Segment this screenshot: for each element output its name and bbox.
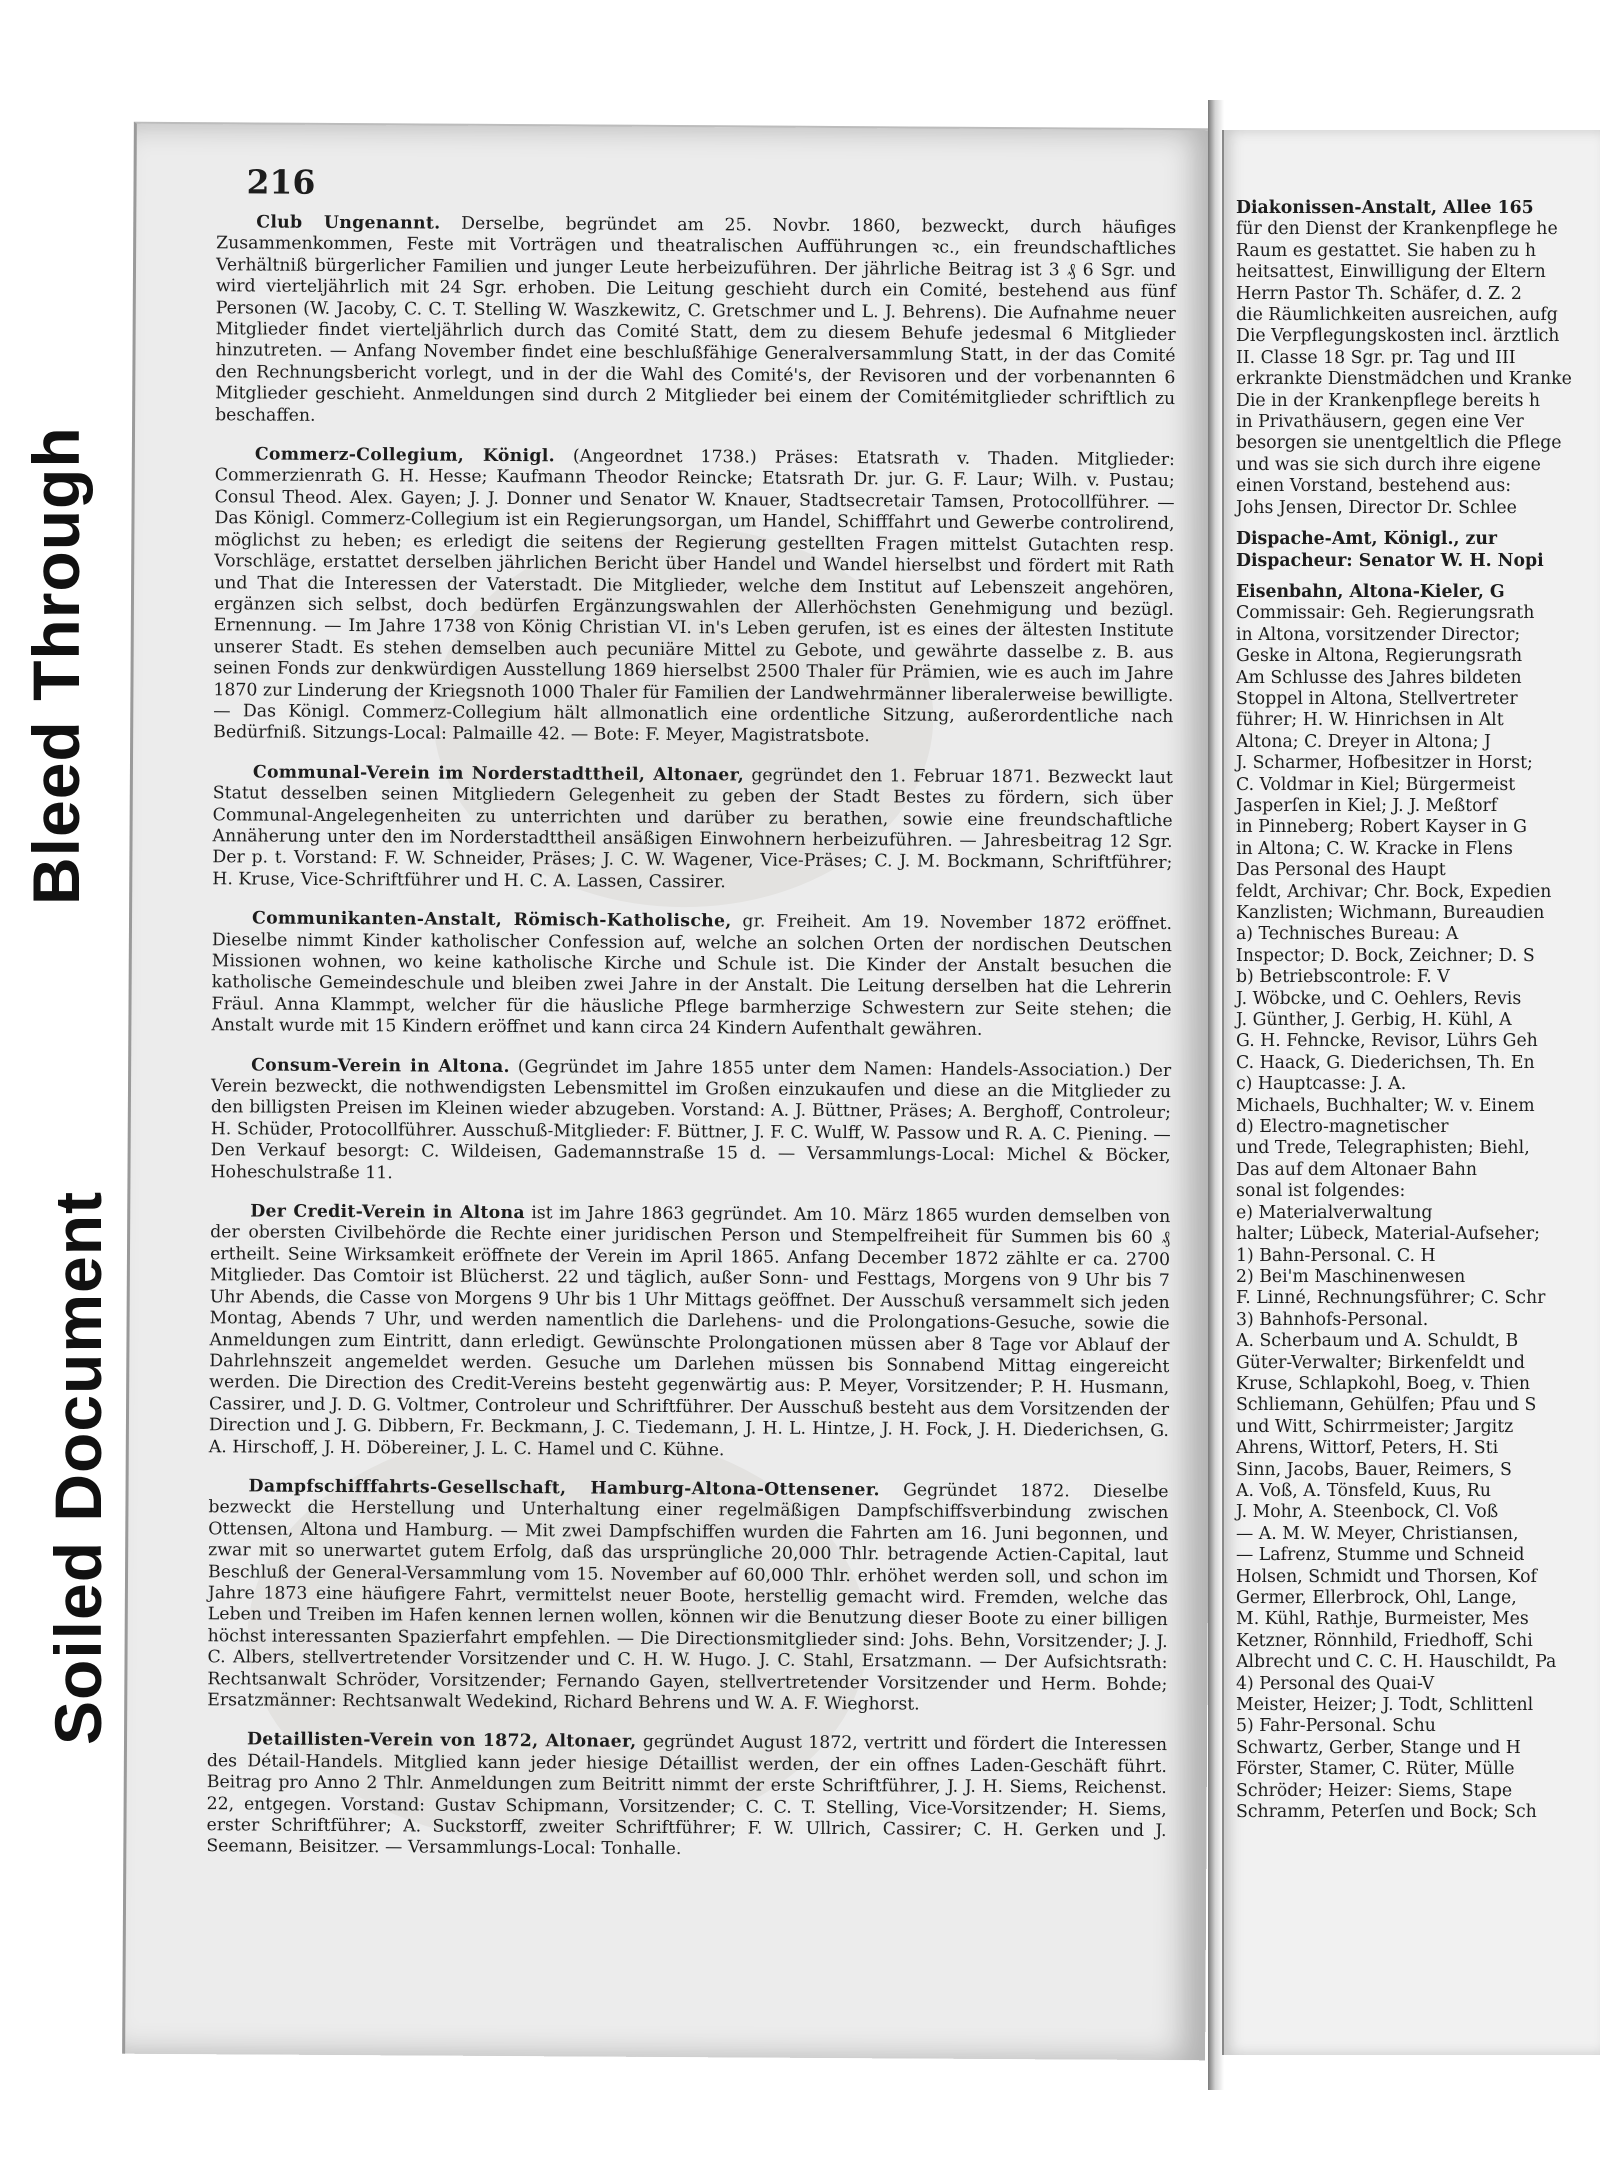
entry-detaillisten-verein (206, 1730, 1167, 1864)
right-page-line: Germer, Ellerbrock, Ohl, Lange, (1236, 1588, 1517, 1608)
entry-communal-verein (212, 762, 1173, 896)
right-page-line: 5) Fahr-Personal. Schu (1236, 1716, 1436, 1737)
entry-club-ungenannt (215, 212, 1176, 432)
right-page-line: Inspector; D. Bock, Zeichner; D. S (1236, 945, 1535, 966)
right-page-line: Michaels, Buchhalter; W. v. Einem (1236, 1095, 1535, 1116)
right-page-line: Jasperſen in Kiel; J. J. Meßtorf (1236, 795, 1498, 816)
entry-heading: Dampfschifffahrts-Gesellschaft, Hamburg-Altona-Ottensener. (248, 1476, 880, 1501)
right-page-line: Ahrens, Wittorf, Peters, H. Sti (1236, 1438, 1499, 1459)
right-page-line: II. Classe 18 Sgr. pr. Tag und III (1236, 347, 1516, 368)
entry-heading: Communikanten-Anstalt, Römisch-Katholische, (251, 908, 732, 932)
right-page-line: a) Technisches Bureau: A (1236, 924, 1459, 945)
entry-heading: Commerz-Collegium, Königl. (254, 444, 556, 467)
page-number: 216 (246, 162, 316, 202)
right-page-line: Dispache-Amt, Königl., zur (1236, 529, 1497, 550)
entry-consum-verein (210, 1055, 1171, 1189)
entry-heading: Communal-Verein im Norderstadttheil, Altonaer, (252, 762, 745, 786)
entry-heading: Detaillisten-Verein von 1872, Altonaer, (246, 1729, 637, 1753)
right-page-line: Das Personal des Haupt (1236, 860, 1446, 881)
right-page-line: in Altona; C. W. Kracke in Flens (1236, 838, 1513, 859)
right-page-line: — A. M. W. Meyer, Christiansen, (1236, 1523, 1519, 1544)
right-page-line: — Lafrenz, Stumme und Schneid (1236, 1545, 1525, 1566)
right-page-line: c) Hauptcasse: J. A. (1236, 1074, 1407, 1095)
right-page-line: J. Scharmer, Hofbesitzer in Horst; (1236, 753, 1533, 774)
right-page-line: Kanzlisten; Wichmann, Bureaudien (1236, 903, 1545, 923)
right-page-line: e) Materialverwaltung (1236, 1202, 1433, 1223)
entry-text: (Gegründet im Jahre 1855 unter dem Namen: Handels-Association.) Der Verein bezweckt, die nothwendigsten Lebensmittel im Großen einzukaufen und diese an die Mitglieder zu den billigsten Preisen im Kleinen wieder abzugeben. Vorstand: A. J. Büttner, Präses; A. Berghoff, Controleur; H. Schüder, Protocollführer. Ausschuß-Mitglieder: F. Büttner, J. F. C. Wulff, W. Passow und R. A. C. Piening. — Den Verkauf besorgt: C. Wildeisen, Gademannstraße 15 d. — Versammlungs-Local: Michel & Böcker, Hoheschulstraße 11. (210, 1056, 1172, 1183)
entry-text: Gegründet 1872. Dieselbe bezweckt die Herstellung und Unterhaltung einer regelmäßigen Dampfschiffsverbindung zwischen Ottensen, Altona und Hamburg. — Mit zwei Dampfschiffen wurden die Fahrten am 16. Juni begonnen, und zwar mit so unerwartet gutem Erfolg, daß das ursprüngliche 20,000 Thlr. betragende Actien-Capital, laut Beschluß der General-Versammlung vom 15. November auf 60,000 Thlr. erhöhet werden soll, und schon im Jahre 1873 eine häufigere Fahrt, vermittelst neuer Boote, herstellig gemacht wird. Fremden, welche das Leben und Treiben im Hafen kennen lernen wollen, können wir die Benutzung dieser Boote zu einer billigen höchst interessanten Spazierfahrt empfehlen. — Die Directionsmitglieder sind: Johs. Behn, Vorsitzender; J. J. C. Albers, stellvertretender Vorsitzender und C. H. W. Hugo. J. C. Stahl, Ersatzmann. — Der Aufsichtsrath: Rechtsanwalt Schröder, Vorsitzender; Fernando Gayen, stellvertretender Vorsitzender und Herm. Bohde; Ersatzmänner: Rechtsanwalt Wedekind, Richard Behrens und W. A. F. Wieghorst. (207, 1480, 1169, 1715)
entry-heading: Consum-Verein in Altona. (251, 1055, 510, 1077)
entry-heading: Club Ungenannt. (256, 212, 441, 234)
right-page-line: Johs Jensen, Director Dr. Schlee (1236, 497, 1517, 518)
right-page-line: und was sie sich durch ihre eigene (1236, 454, 1541, 475)
right-page-line: Holsen, Schmidt und Thorsen, Kof (1236, 1566, 1537, 1587)
right-page-line: führer; H. W. Hinrichsen in Alt (1236, 710, 1504, 731)
bleed-through-label: Bleed Through (19, 426, 93, 905)
right-page-line: M. Kühl, Rathje, Burmeister, Mes (1236, 1609, 1529, 1630)
right-page-line: Raum es gestattet. Sie haben zu h (1236, 240, 1537, 261)
entry-text: Derselbe, begründet am 25. Novbr. 1860, bezweckt, durch häufiges Zusammenkommen, Feste mit Vorträgen und theatralischen Aufführungen ꝛc., ein freundschaftliches Verhältniß bürgerlicher Familien und junger Leute herbeizuführen. Der jährliche Beitrag ist 3 ₰ 6 Sgr. und wird vierteljährlich mit 24 Sgr. erhoben. Die Leitung geschieht durch ein Comité, bestehend aus fünf Personen (W. Jacoby, C. C. T. Stelling W. Waszkewitz, C. Gretschmer und L. J. Behrens). Die Aufnahme neuer Mitglieder findet vierteljährlich durch das Comité Statt, dem zu diesem Behufe jedesmal 6 Mitglieder hinzutreten. — Anfang November findet eine beschlußfähige Generalversammlung Statt, in der das Comité den Rechnungsbericht vorlegt, und in der die Wahl des Comité's, der Revisoren und der vorbenannten 6 Mitglieder geschieht. Anmeldungen sind durch 2 Mitglieder bei einem der Comitémitglieder schriftlich zu beschaffen. (215, 213, 1177, 426)
right-page-line: erkrankte Dienstmädchen und Kranke (1236, 369, 1572, 390)
right-page-line: 3) Bahnhofs-Personal. (1236, 1309, 1429, 1330)
right-page-line: Güter-Verwalter; Birkenfeldt und (1236, 1352, 1525, 1373)
right-page-line: A. Voß, A. Tönsfeld, Kuus, Ru (1236, 1480, 1492, 1501)
left-page-content (206, 212, 1176, 1882)
right-page-line: feldt, Archivar; Chr. Bock, Expedien (1236, 881, 1552, 902)
right-page-line: Die Verpflegungskosten incl. ärztlich (1236, 326, 1560, 347)
entry-text: gr. Freiheit. Am 19. November 1872 eröffnet. Dieselbe nimmt Kinder katholischer Confession auf, welche an solchen Orten der nordischen Deutschen Missionen wohnen, wo keine katholische Kirche und Schule ist. Die Kinder der Anstalt besuchen die katholische Gemeindeschule und bleiben zwei Jahre in der Anstalt. Die Leitung derselben hat die Lehrerin Fräul. Anna Klammpt, welcher für die häusliche Pflege barmherzige Schwestern zur Seite stehen; die Anstalt wurde mit 15 Kindern eröffnet und kann circa 24 Kindern Aufenthalt gewähren. (211, 911, 1173, 1041)
right-page-line: 2) Bei'm Maschinenwesen (1236, 1266, 1466, 1287)
right-page-line: heitsattest, Einwilligung der Eltern (1236, 262, 1546, 283)
entry-commerz-collegium (213, 444, 1175, 750)
right-page-line: J. Wöbcke, und C. Oehlers, Revis (1236, 988, 1522, 1009)
right-page-content (1236, 198, 1600, 1823)
right-page-line: und Trede, Telegraphisten; Biehl, (1236, 1138, 1530, 1159)
right-page-line: in Altona, vorsitzender Director; (1236, 624, 1521, 645)
right-page-line: einen Vorstand, bestehend aus: (1236, 476, 1512, 497)
entry-credit-verein (209, 1201, 1171, 1464)
right-page-line: sonal ist folgendes: (1236, 1181, 1406, 1202)
right-page-line: in Pinneberg; Robert Kayser in G (1236, 817, 1527, 838)
right-page-line: Das auf dem Altonaer Bahn (1236, 1159, 1478, 1180)
right-page-line: Ketzner, Rönnhild, Friedhoff, Schi (1236, 1630, 1533, 1651)
right-page-line: Commissair: Geh. Regierungsrath (1236, 603, 1535, 624)
right-page-line: Schröder; Heizer: Siems, Stape (1236, 1780, 1513, 1801)
right-page-line: Herrn Pastor Th. Schäfer, d. Z. 2 (1236, 283, 1522, 304)
entry-text: (Angeordnet 1738.) Präses: Etatsrath v. Thaden. Mitglieder: Commerzienrath G. H. Hesse; Kaufmann Theodor Reincke; Etatsrath Dr. jur. G. F. Laur; Wilh. v. Pustau; Consul Theod. Alex. Gayen; J. J. Donner und Senator W. Knauer, Stadtsecretair Tamsen, Protocollführer. — Das Königl. Commerz-Collegium ist ein Regierungsorgan, um Handel, Schifffahrt und Gewerbe controlirend, möglichst zu heben; es erledigt die seitens der Regierung gestellten Fragen mittelst Gutachten resp. Vorschläge, erstattet derselben jährlichen Bericht über Handel und Wandel hierselbst und fördert mit Rath und That die Interessen der Vaterstadt. Die Mitglieder, welche dem Institut auf Lebenszeit angehören, ergänzen sich selbst, doch bedürfen Ergänzungswahlen der Allerhöchsten Genehmigung und bezügl. Ernennung. — Im Jahre 1738 von König Christian VI. in's Leben gerufen, ist es eines der ältesten Institute unserer Stadt. Es stehen demselben auch pecuniäre Mittel zu Gebote, und gewährte dasselbe z. B. aus seinen Fonds zur denkwürdigen Ausstellung 1869 hierselbst 2500 Thaler für Prämien, wie es auch im Jahre 1870 zur Linderung der Kriegsnoth 1000 Thaler für Familien der Landwehrmänner liberalerweise bewilligte. — Das Königl. Commerz-Collegium hält allmonatlich eine ordentliche Sitzung, außerordentliche nach Bedürfniß. Sitzungs-Local: Palmaille 42. — Bote: F. Meyer, Magistratsbote. (213, 446, 1175, 747)
right-page-line: J. Günther, J. Gerbig, H. Kühl, A (1236, 1010, 1512, 1031)
right-page-line: C. Voldmar in Kiel; Bürgermeist (1236, 774, 1516, 795)
right-page-line: F. Linné, Rechnungsführer; C. Schr (1236, 1288, 1546, 1309)
left-page (122, 122, 1217, 2061)
right-page-line: C. Haack, G. Diederichsen, Th. En (1236, 1052, 1535, 1073)
entry-heading: Der Credit-Verein in Altona (250, 1201, 525, 1224)
right-page-line: Schramm, Peterſen und Bock; Sch (1236, 1802, 1537, 1823)
right-page-line: 1) Bahn-Personal. C. H (1236, 1245, 1436, 1266)
entry-text: gegründet August 1872, vertritt und fördert die Interessen des Détail-Handels. Mitglied kann jeder hiesige Détaillist werden, der ein offnes Laden-Geschäft führt. Beitrag pro Anno 2 Thlr. Anmeldungen zum Beitritt nimmt der erste Schriftführer, J. J. H. Siems, Reichenst. 22, entgegen. Vorstand: Gustav Schipmann, Vorsitzender; C. C. T. Stelling, Vice-Vorsitzender; H. Siems, erster Schriftführer; A. Suckstorff, zweiter Schriftführer; F. W. Ullrich, Cassirer; C. H. Gerken und J. Seemann, Beisitzer. — Versammlungs-Local: Tonhalle. (206, 1732, 1168, 1860)
right-page-line: A. Scherbaum und A. Schuldt, B (1236, 1331, 1519, 1352)
line-spacer (1236, 572, 1600, 582)
right-page-line: und Witt, Schirrmeister; Jargitz (1236, 1416, 1514, 1437)
right-page-line: Die in der Krankenpflege bereits h (1236, 390, 1541, 411)
right-page-line: Dispacheur: Senator W. H. Nopi (1236, 550, 1544, 571)
right-page-line: für den Dienst der Krankenpflege he (1236, 219, 1558, 240)
right-page-line: Geske in Altona, Regierungsrath (1236, 646, 1523, 667)
soiled-document-label: Soiled Document (41, 1190, 115, 1745)
right-page-line: Förster, Stamer, C. Rüter, Mülle (1236, 1759, 1515, 1780)
right-page-line: J. Mohr, A. Steenbock, Cl. Voß (1236, 1502, 1499, 1523)
right-page-line: Stoppel in Altona, Stellvertreter (1236, 688, 1518, 709)
right-page-line: Meister, Heizer; J. Todt, Schlittenl (1236, 1695, 1534, 1716)
right-page-line: Eisenbahn, Altona-Kieler, G (1236, 581, 1505, 602)
entry-text: gegründet den 1. Februar 1871. Bezweckt laut Statut desselben seinen Mitgliedern Gelegenheit zu geben der Stadt Bestes zu fördern, sich über Communal-Angelegenheiten zu unterrichten und darüber zu berathen, sowie eine freundschaftliche Annäherung unter den im Norderstadttheil ansäßigen Einwohnern herbeizuführen. — Jahresbeitrag 12 Sgr. Der p. t. Vorstand: F. W. Schneider, Präses; J. C. W. Wagener, Vice-Präses; C. J. M. Bockmann, Schriftführer; H. Kruse, Vice-Schriftführer und H. C. A. Lassen, Cassirer. (212, 765, 1173, 893)
right-page-line: Sinn, Jacobs, Bauer, Reimers, S (1236, 1459, 1512, 1480)
entry-communikanten-anstalt (211, 908, 1172, 1042)
right-page-line: Kruse, Schlapkohl, Boeg, v. Thien (1236, 1373, 1531, 1394)
right-page-line: G. H. Fehncke, Revisor, Lührs Geh (1236, 1031, 1538, 1052)
right-page-line: Altona; C. Dreyer in Altona; J (1236, 731, 1491, 752)
right-page-line: besorgen sie unentgeltlich die Pflege (1236, 433, 1562, 454)
right-page-line: b) Betriebscontrole: F. V (1236, 967, 1450, 988)
right-page-line: die Räumlichkeiten ausreichen, aufg (1236, 305, 1558, 326)
right-page-line: Am Schlusse des Jahres bildeten (1236, 667, 1522, 688)
right-page-line: Schliemann, Gehülfen; Pfau und S (1236, 1395, 1537, 1416)
right-page-line: halter; Lübeck, Material-Aufseher; (1236, 1224, 1540, 1245)
right-page-line: Diakonissen-Anstalt, Allee 165 (1236, 198, 1534, 218)
entry-dampfschifffahrt (207, 1476, 1168, 1717)
right-page (1222, 130, 1600, 2055)
right-page-line: in Privathäusern, gegen eine Ver (1236, 412, 1524, 433)
entry-text: ist im Jahre 1863 gegründet. Am 10. März 1865 wurden demselben von der obersten Civilbehörde die Rechte einer juridischen Person und Stempelfreiheit für Summen bis 60 ₰ ertheilt. Seine Wirksamkeit eröffnete der Verein im April 1865. Anfang December 1872 zählte er ca. 2700 Mitglieder. Das Comtoir ist Blücherst. 22 und täglich, außer Sonn- und Festtags, Morgens von 9 Uhr bis 7 Uhr Abends, die Casse von Morgens 9 Uhr bis 1 Uhr Mittags geöffnet. Der Ausschuß versammelt sich jeden Montag, Abends 7 Uhr, und werden namentlich die Darlehens- und die Prolongations-Gesuche, sowie die Anmeldungen zum Eintritt, dann erledigt. Gewünschte Prolongationen müssen aber 8 Tage vor Ablauf der Dahrlehnszeit angemeldet werden. Gesuche um Darlehen müssen bis Sonnabend Mittag eingereicht werden. Die Direction des Credit-Vereins besteht gegenwärtig aus: P. Meyer, Vorsitzender; P. H. Husmann, Cassirer, und J. D. G. Voltmer, Controleur und Schriftführer. Der Ausschuß besteht aus dem Vorsitzenden der Direction und J. G. Dibbern, Fr. Beckmann, J. C. Tiedemann, J. H. L. Hintze, J. H. Fock, J. H. Diederichsen, G. A. Hirschoff, J. H. Döbereiner, J. L. C. Hamel und C. Kühne. (208, 1203, 1171, 1460)
right-page-line: Schwartz, Gerber, Stange und H (1236, 1737, 1521, 1758)
right-page-line: Albrecht und C. C. H. Hauschildt, Pa (1236, 1652, 1557, 1673)
right-page-line: d) Electro-magnetischer (1236, 1117, 1449, 1138)
right-page-line: 4) Personal des Quai-V (1236, 1673, 1435, 1694)
line-spacer (1236, 519, 1600, 529)
